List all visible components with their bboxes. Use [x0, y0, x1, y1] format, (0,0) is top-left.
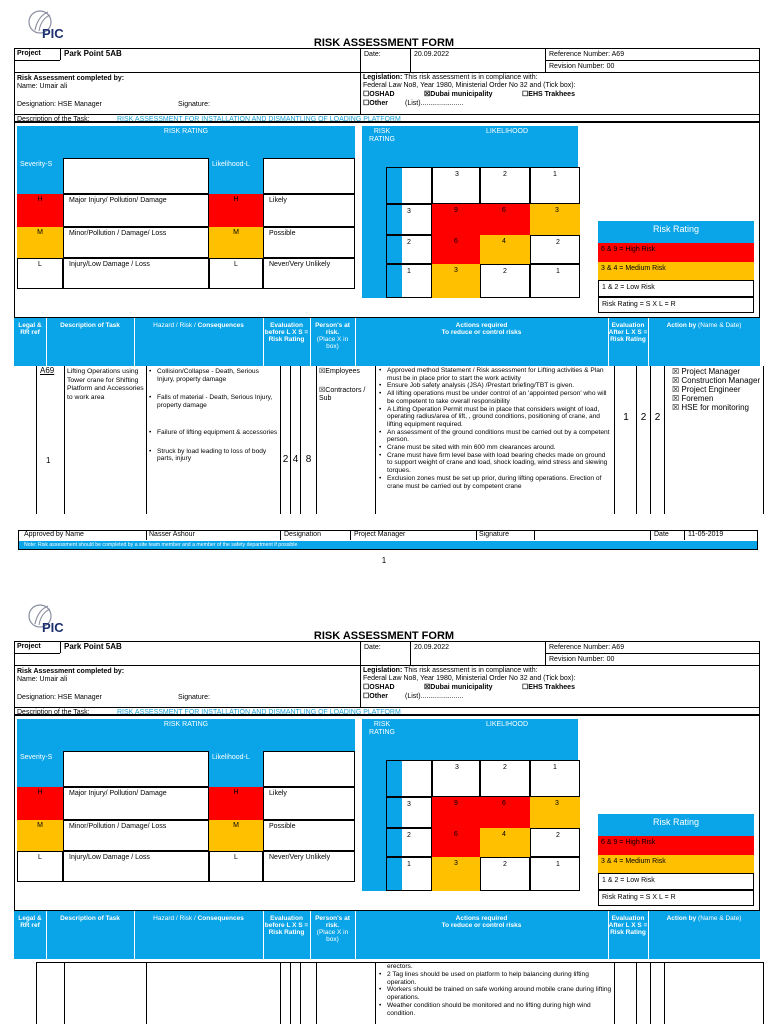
severity-medium-desc: Minor/Pollution / Damage/ Loss [69, 823, 167, 830]
matrix-col-3: 3 [455, 171, 459, 178]
hazard-item: • Collision/Collapse - Death, Serious Injury, property damage [148, 368, 278, 383]
ehs-trakhees-checkbox[interactable]: ☐EHS Trakhees [522, 684, 575, 691]
col-hazard: Hazard / Risk / Consequences [153, 322, 244, 329]
col-eval-after: Evaluation After L X S = Risk Rating [608, 322, 648, 343]
action-item: • Ensure Job safety analysis (JSA) /Prestart briefing/TBT is given. [378, 382, 612, 390]
col-actions: Actions required To reduce or control risks [441, 915, 522, 929]
hazard-list [148, 368, 278, 463]
date-value-footer: 11-05-2019 [688, 531, 724, 538]
completed-by-label: Risk Assessment completed by: [17, 75, 125, 82]
row-ref: A69 [40, 366, 55, 375]
severity-high: H [37, 789, 43, 796]
risk-rating-title: RISK RATING [163, 721, 209, 728]
action-by-project-engineer[interactable]: ☒ Project Engineer [672, 385, 741, 394]
col-legal-ref: Legal & RR ref [18, 322, 42, 336]
risk-rating-title: RISK RATING [163, 128, 209, 135]
action-item: • Crane must have firm level base with load bearing checks made on ground to support weight of crane and load, shock loading, wind stress and slewing torques. [378, 452, 612, 475]
severity-high: H [37, 196, 43, 203]
revision-number: Revision Number: 00 [549, 63, 615, 70]
date-label: Date: [364, 51, 381, 58]
severity-low-desc: Injury/Low Damage / Loss [69, 261, 150, 268]
legislation-label: Legislation: [363, 667, 403, 674]
project-label: Project [17, 643, 41, 650]
footer-note: Note: Risk assessment should be completed by a site team member and a member of the safety department if possible [24, 542, 298, 548]
ehs-trakhees-checkbox[interactable]: ☐EHS Trakhees [522, 91, 575, 98]
matrix-row-2: 2 [407, 239, 411, 246]
reference-number: Reference Number: A69 [549, 644, 625, 651]
action-item: • 2 Tag lines should be used on platform to help balancing during lifting operation. [378, 971, 612, 986]
assessor-name: Name: Umair ali [17, 676, 68, 683]
logo-text: PIC [42, 26, 64, 41]
legend-medium: 3 & 4 = Medium Risk [601, 858, 666, 865]
after-rating: 2 [654, 412, 661, 423]
signature-label-footer: Signature [479, 531, 509, 538]
likelihood-medium-desc: Possible [269, 823, 296, 830]
col-persons: Person's at risk. (Place X in box) [315, 322, 350, 350]
matrix-risk-label: RISK RATING [369, 128, 395, 143]
matrix-row-3: 3 [407, 208, 411, 215]
severity-low: L [38, 261, 42, 268]
actions-list [378, 367, 612, 490]
other-checkbox[interactable]: ☐Other [363, 693, 388, 700]
legend-title: Risk Rating [652, 817, 699, 827]
matrix-risk-label: RISK RATING [369, 721, 395, 736]
employees-checkbox[interactable]: ☒Employees [319, 368, 360, 375]
after-likelihood: 1 [623, 412, 629, 423]
col-eval-after: Evaluation After L X S = Risk Rating [608, 915, 648, 936]
action-continuation: erectors. [387, 963, 413, 970]
task-value: RISK ASSESSMENT FOR INSTALLATION AND DISMANTLING OF LOADING PLATFORM [117, 709, 401, 716]
matrix-cell-2a: 2 [556, 239, 560, 246]
oshad-checkbox[interactable]: ☐OSHAD [363, 684, 395, 691]
col-actions: Actions required To reduce or control risks [441, 322, 522, 336]
likelihood-high: H [233, 196, 239, 203]
severity-medium: M [37, 229, 43, 236]
project-value: Park Point 5AB [64, 642, 122, 651]
hazard-item: • Failure of lifting equipment & accessories [148, 429, 278, 437]
matrix-cell-6b: 6 [454, 238, 458, 245]
severity-medium-desc: Minor/Pollution / Damage/ Loss [69, 230, 167, 237]
likelihood-high: H [233, 789, 239, 796]
severity-label: Severity-S [20, 161, 53, 168]
dubai-municipality-checkbox[interactable]: ☒Dubai municipality [424, 684, 493, 691]
before-likelihood: 2 [282, 454, 289, 465]
likelihood-high-desc: Likely [269, 197, 287, 204]
project-label: Project [17, 50, 41, 57]
completed-by-label: Risk Assessment completed by: [17, 668, 125, 675]
matrix-cell-2a: 2 [556, 832, 560, 839]
action-item: • Exclusion zones must be set up prior, during lifting operations. Erection of crane must be carried out by competent crane [378, 475, 612, 490]
legend-title: Risk Rating [652, 224, 699, 234]
severity-medium: M [37, 822, 43, 829]
matrix-cell-1: 1 [556, 268, 560, 275]
col-action-by: Action by (Name & Date) [666, 915, 742, 922]
action-by-project-manager[interactable]: ☒ Project Manager [672, 367, 741, 376]
legislation-text: This risk assessment is in compliance with: [402, 667, 538, 674]
signature-label: Signature: [178, 101, 210, 108]
action-item: • Crane must be sited with min 600 mm clearances around. [378, 444, 612, 452]
matrix-cell-3b: 3 [454, 267, 458, 274]
matrix-col-1: 1 [553, 764, 557, 771]
matrix-cell-6a: 6 [502, 800, 506, 807]
before-rating: 8 [305, 454, 312, 465]
matrix-cell-3a: 3 [555, 800, 559, 807]
matrix-row-2: 2 [407, 832, 411, 839]
hazard-item: • Falls of material - Death, Serious Injury, property damage [148, 394, 278, 409]
matrix-cell-6a: 6 [502, 207, 506, 214]
approved-by-name: Nasser Ashour [149, 531, 195, 538]
matrix-cell-4: 4 [502, 238, 506, 245]
likelihood-low-desc: Never/Very Unlikely [269, 261, 331, 268]
action-item: • A Lifting Operation Permit must be in place that considers weight of load, operating radius/area of lift, , ground conditions, positioning of crane, and lifting equipment required. [378, 406, 612, 429]
matrix-cell-3b: 3 [454, 860, 458, 867]
matrix-col-1: 1 [553, 171, 557, 178]
col-eval-before: Evaluation before L X S = Risk Rating [264, 322, 309, 343]
project-value: Park Point 5AB [64, 49, 122, 58]
severity-low-desc: Injury/Low Damage / Loss [69, 854, 150, 861]
legend-formula: Risk Rating = S X L = R [602, 301, 676, 308]
task-label: Description of the Task: [17, 709, 90, 716]
likelihood-medium: M [233, 822, 239, 829]
oshad-checkbox[interactable]: ☐OSHAD [363, 91, 395, 98]
likelihood-label: Likelihood-L [212, 754, 250, 761]
action-item: • Approved method Statement / Risk assessment for Lifting activities & Plan must be in place prior to start the work activity [378, 367, 612, 382]
form-title: RISK ASSESSMENT FORM [313, 37, 455, 49]
matrix-cell-9: 9 [454, 800, 458, 807]
likelihood-medium: M [233, 229, 239, 236]
date-value: 20.09.2022 [414, 644, 450, 651]
other-checkbox[interactable]: ☐Other [363, 100, 388, 107]
action-by-construction-manager[interactable]: ☒ Construction Manager [672, 376, 761, 385]
likelihood-low: L [234, 854, 238, 861]
action-item: • Weather condition should be monitored and no lifting during high wind condition. [378, 1002, 612, 1017]
hazard-item: • Struck by load leading to loss of body parts, injury [148, 448, 278, 463]
action-by-list [672, 367, 764, 412]
matrix-cell-9: 9 [454, 207, 458, 214]
legislation-label: Legislation: [363, 74, 403, 81]
legend-low: 1 & 2 = Low Risk [602, 284, 655, 291]
assessor-designation: Designation: HSE Manager [17, 101, 102, 108]
dubai-municipality-checkbox[interactable]: ☒Dubai municipality [424, 91, 493, 98]
task-value: RISK ASSESSMENT FOR INSTALLATION AND DISMANTLING OF LOADING PLATFORM [117, 116, 401, 123]
other-list: (List)...................... [405, 100, 464, 107]
revision-number: Revision Number: 00 [549, 656, 615, 663]
severity-low: L [38, 854, 42, 861]
page-2 [0, 594, 768, 1024]
row-task: Lifting Operations using Tower crane for Shifting Platform and Accessories to work area [67, 368, 144, 401]
legend-low: 1 & 2 = Low Risk [602, 877, 655, 884]
matrix-row-1: 1 [407, 861, 411, 868]
assessor-name: Name: Umair ali [17, 83, 68, 90]
logo-text: PIC [42, 620, 64, 635]
legislation-line2: Federal Law No8, Year 1980, Ministerial Order No 32 and (Tick box): [363, 82, 576, 89]
col-description: Description of Task [60, 322, 120, 329]
legend-formula: Risk Rating = S X L = R [602, 894, 676, 901]
task-label: Description of the Task: [17, 116, 90, 123]
legislation-text: This risk assessment is in compliance with: [402, 74, 538, 81]
matrix-row-3: 3 [407, 801, 411, 808]
matrix-likelihood-label: LIKELIHOOD [486, 128, 529, 135]
matrix-col-3: 3 [455, 764, 459, 771]
col-persons: Person's at risk. (Place X in box) [315, 915, 350, 943]
legend-high: 6 & 9 = High Risk [601, 839, 656, 846]
reference-number: Reference Number: A69 [549, 51, 625, 58]
matrix-cell-6b: 6 [454, 831, 458, 838]
assessor-designation: Designation: HSE Manager [17, 694, 102, 701]
likelihood-label: Likelihood-L [212, 161, 250, 168]
page-number: 1 [381, 556, 387, 565]
date-label-footer: Date [654, 531, 669, 538]
signature-label: Signature: [178, 694, 210, 701]
after-severity: 2 [640, 412, 647, 423]
matrix-cell-1: 1 [556, 861, 560, 868]
likelihood-medium-desc: Possible [269, 230, 296, 237]
contractors-checkbox[interactable]: ☒Contractors / Sub [319, 387, 366, 402]
severity-high-desc: Major Injury/ Pollution/ Damage [69, 197, 167, 204]
matrix-col-2: 2 [503, 764, 507, 771]
date-value: 20.09.2022 [414, 51, 450, 58]
legislation-line2: Federal Law No8, Year 1980, Ministerial Order No 32 and (Tick box): [363, 675, 576, 682]
action-item: • Workers should be trained on safe working around mobile crane during lifting operations. [378, 986, 612, 1001]
approved-by-label: Approved by Name [24, 531, 84, 538]
severity-high-desc: Major Injury/ Pollution/ Damage [69, 790, 167, 797]
actions-list [378, 971, 612, 1017]
severity-label: Severity-S [20, 754, 53, 761]
matrix-cell-3a: 3 [555, 207, 559, 214]
col-eval-before: Evaluation before L X S = Risk Rating [264, 915, 309, 936]
matrix-col-2: 2 [503, 171, 507, 178]
matrix-cell-2b: 2 [503, 861, 507, 868]
col-legal-ref: Legal & RR ref [18, 915, 42, 929]
likelihood-high-desc: Likely [269, 790, 287, 797]
legend-high: 6 & 9 = High Risk [601, 246, 656, 253]
other-list: (List)...................... [405, 693, 464, 700]
action-by-foremen[interactable]: ☒ Foremen [672, 394, 714, 403]
form-title: RISK ASSESSMENT FORM [313, 630, 455, 642]
col-action-by: Action by (Name & Date) [666, 322, 742, 329]
matrix-cell-4: 4 [502, 831, 506, 838]
likelihood-low: L [234, 261, 238, 268]
before-severity: 4 [292, 454, 299, 465]
row-number: 1 [46, 456, 51, 465]
designation-value: Project Manager [354, 531, 406, 538]
designation-label: Designation [284, 531, 321, 538]
action-item: • All lifting operations must be under control of an 'appointed person' who will be competent to take overall responsibility [378, 390, 612, 405]
col-hazard: Hazard / Risk / Consequences [153, 915, 244, 922]
matrix-likelihood-label: LIKELIHOOD [486, 721, 529, 728]
matrix-cell-2b: 2 [503, 268, 507, 275]
col-description: Description of Task [60, 915, 120, 922]
action-item: • An assessment of the ground conditions must be carried out by a competent person. [378, 429, 612, 444]
action-by-hse[interactable]: ☒ HSE for monitoring [672, 403, 749, 412]
matrix-row-1: 1 [407, 268, 411, 275]
date-label: Date: [364, 644, 381, 651]
legend-medium: 3 & 4 = Medium Risk [601, 265, 666, 272]
likelihood-low-desc: Never/Very Unlikely [269, 854, 331, 861]
